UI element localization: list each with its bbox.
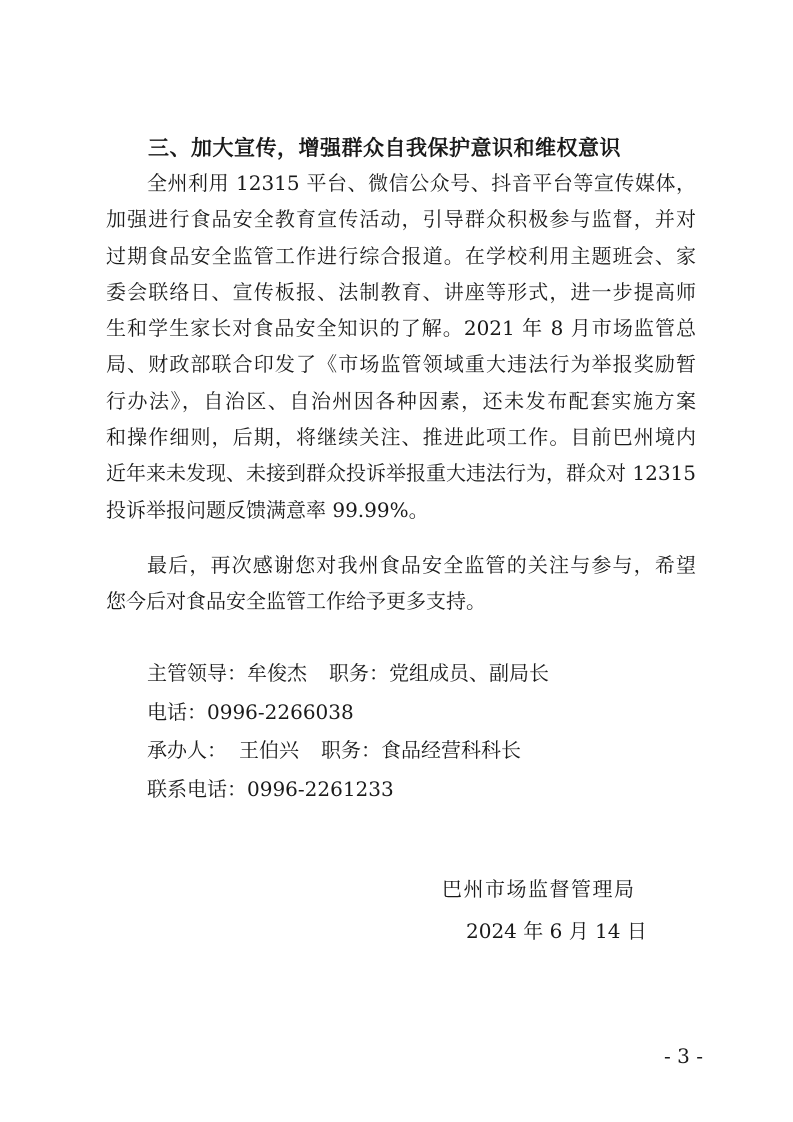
- leader-name: 牟俊杰: [247, 661, 307, 685]
- handler-title-label: 职务：: [321, 738, 381, 762]
- paragraph-line: 和操作细则，后期，将继续关注、推进此项工作。目前巴州境内: [106, 425, 696, 450]
- leader-contact-line: [147, 657, 549, 686]
- leader-phone: 0996-2266038: [207, 700, 354, 724]
- paragraph-line: 最后，再次感谢您对我州食品安全监管的关注与参与，希望: [147, 553, 696, 577]
- handler-contact-line: [147, 734, 521, 763]
- paragraph-line: 过期食品安全监管工作进行综合报道。在学校利用主题班会、家: [106, 243, 696, 268]
- leader-phone-line: [147, 696, 354, 725]
- handler-phone: 0996-2261233: [247, 777, 394, 801]
- signature-date: 2024 年 6 月 14 日: [466, 919, 647, 943]
- page-number: - 3 -: [664, 1044, 703, 1068]
- body-paragraph-publicity: [106, 165, 696, 528]
- body-paragraph-closing: [106, 547, 696, 620]
- section-heading: 三、加大宣传，增强群众自我保护意识和维权意识: [148, 136, 621, 160]
- leader-title-label: 职务：: [329, 661, 389, 685]
- paragraph-line: 投诉举报问题反馈满意率 99.99%。: [106, 497, 429, 522]
- paragraph-line: 行办法》，自治区、自治州因各种因素，还未发布配套实施方案: [106, 388, 696, 413]
- leader-title: 党组成员、副局长: [389, 661, 549, 685]
- paragraph-line: 生和学生家长对食品安全知识的了解。2021 年 8 月市场监管总: [106, 316, 696, 341]
- paragraph-line: 全州利用 12315 平台、微信公众号、抖音平台等宣传媒体，: [147, 171, 696, 195]
- paragraph-line: 近年来未发现、未接到群众投诉举报重大违法行为，群众对 12315: [106, 461, 696, 486]
- paragraph-line: 局、财政部联合印发了《市场监管领域重大违法行为举报奖励暂: [106, 352, 696, 377]
- paragraph-line: 加强进行食品安全教育宣传活动，引导群众积极参与监督，并对: [106, 207, 696, 232]
- paragraph-line: 您今后对食品安全监管工作给予更多支持。: [106, 589, 486, 614]
- handler-label: 承办人：: [147, 738, 227, 762]
- handler-name: 王伯兴: [239, 738, 299, 762]
- contact-phone-label: 联系电话：: [147, 777, 247, 801]
- handler-phone-line: [147, 773, 394, 802]
- leader-label: 主管领导：: [147, 661, 247, 685]
- handler-title: 食品经营科科长: [381, 738, 521, 762]
- paragraph-line: 委会联络日、宣传板报、法制教育、讲座等形式，进一步提高师: [106, 279, 696, 304]
- signature-organization: 巴州市场监督管理局: [442, 877, 636, 901]
- phone-label: 电话：: [147, 700, 207, 724]
